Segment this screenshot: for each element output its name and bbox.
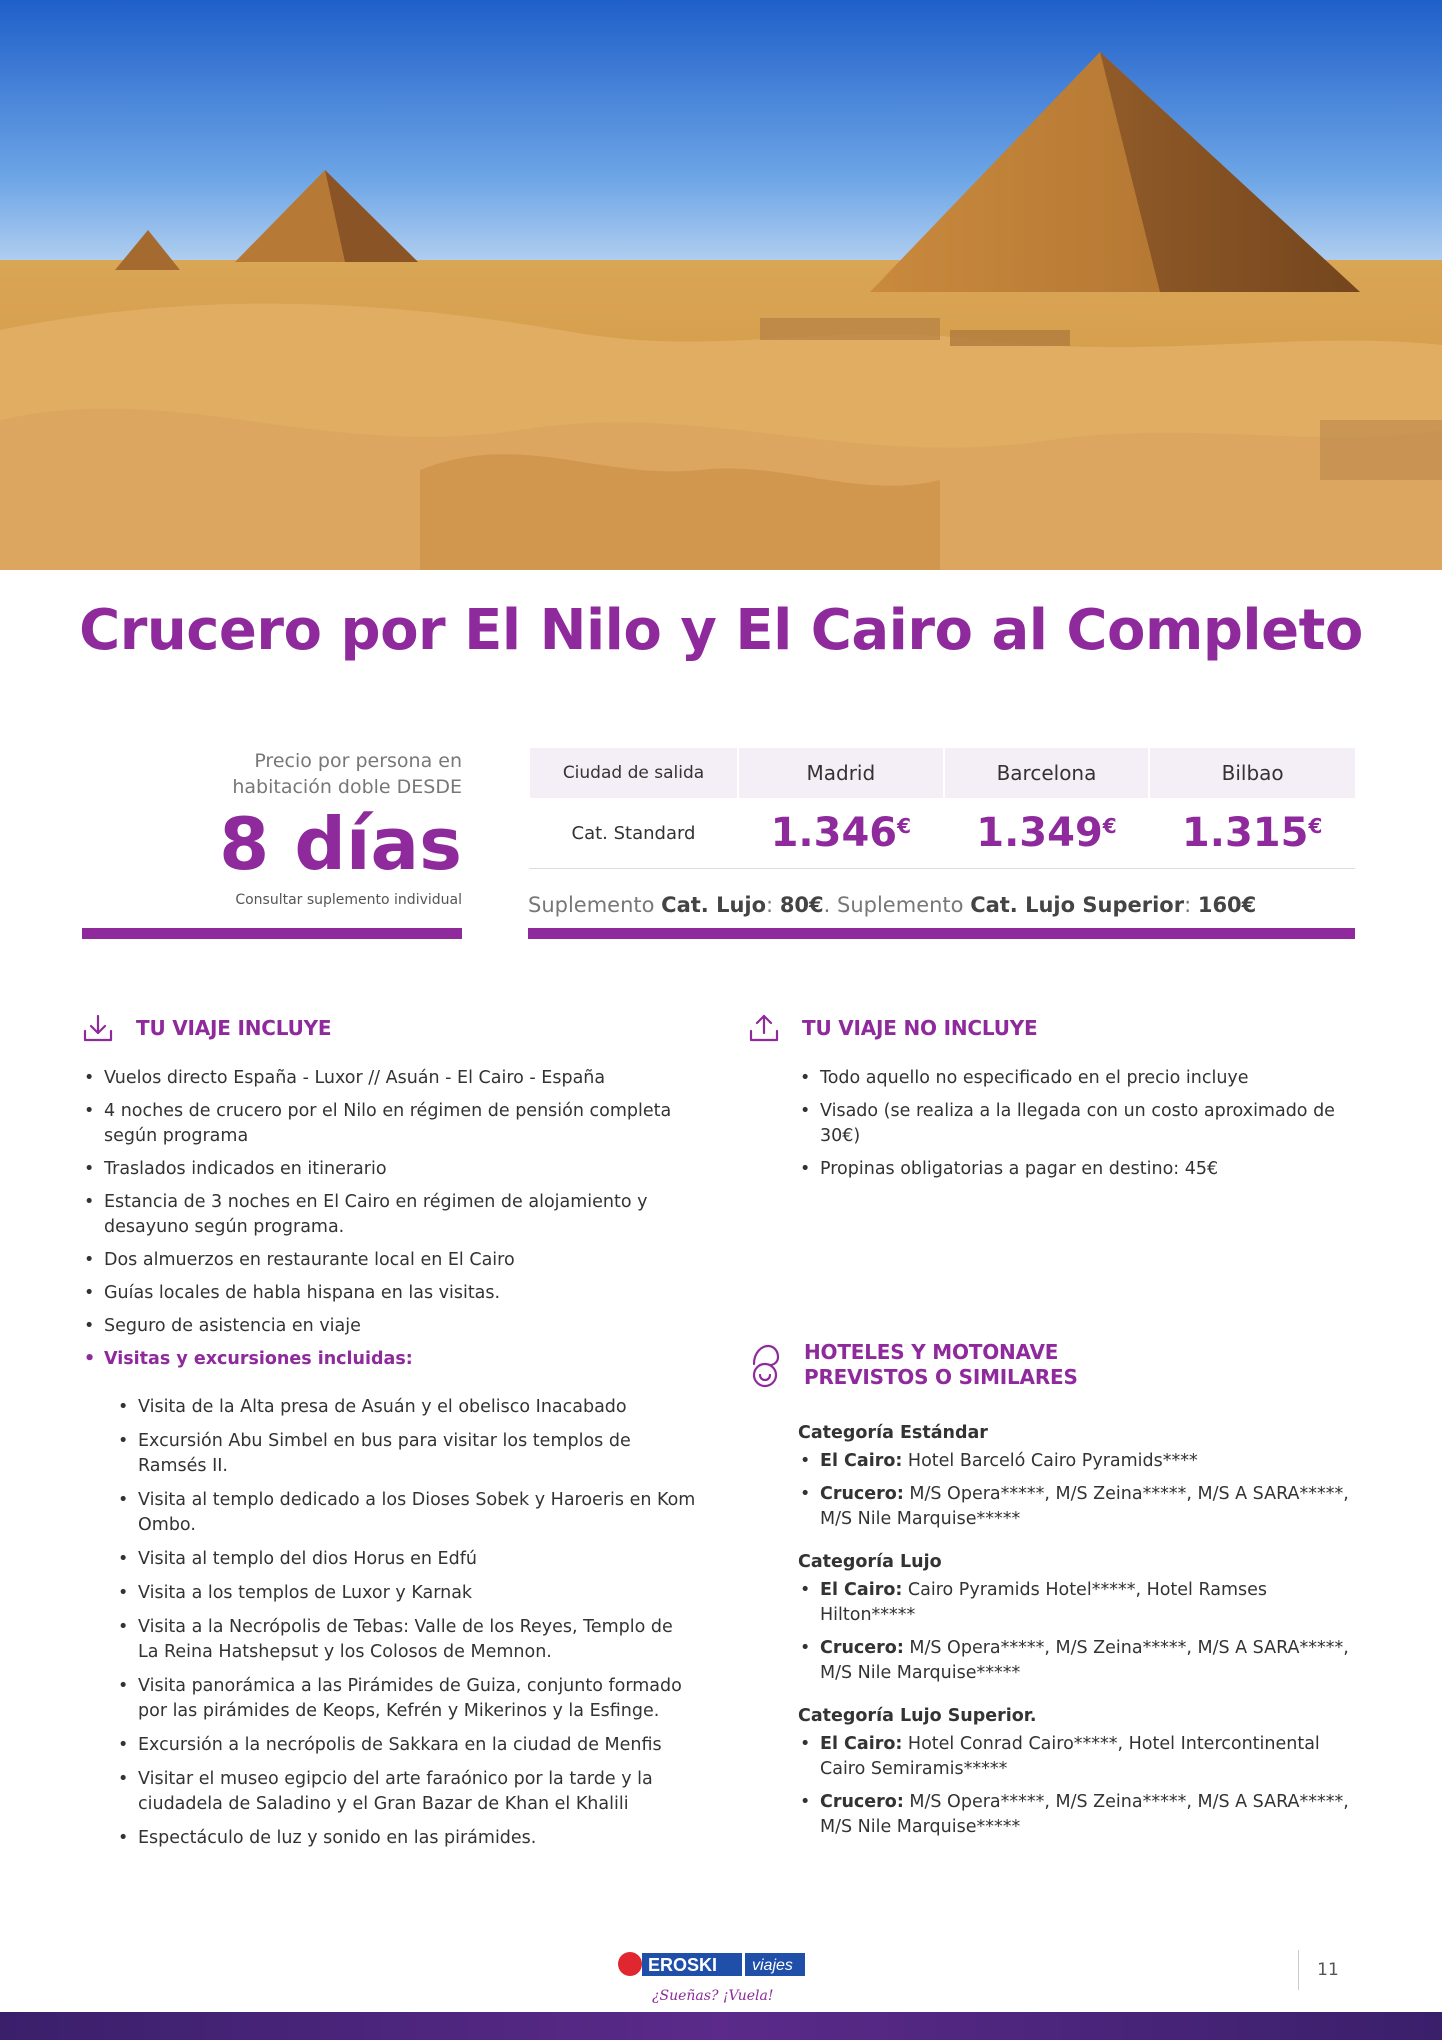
price-caption-line2: habitación doble DESDE [232,776,462,798]
list-item: • Visita a los templos de Luxor y Karnak [116,1581,696,1606]
list-item: • Crucero: M/S Opera*****, M/S Zeina*****, M/S A SARA*****, M/S Nile Marquise***** [798,1636,1358,1686]
svg-text:¿Sueñas? ¡Vuela!: ¿Sueñas? ¡Vuela! [652,1988,774,2004]
supplement-line: Suplemento Cat. Lujo: 80€. Suplemento Cat. Lujo Superior: 160€ [528,893,1257,917]
list-item: • Visitar el museo egipcio del arte faraónico por la tarde y la ciudadela de Saladino y el Gran Bazar de Khan el Khalili [116,1767,696,1817]
list-item: • Excursión Abu Simbel en bus para visitar los templos de Ramsés II. [116,1429,696,1479]
eroski-viajes-logo [612,1948,824,2008]
upload-icon [748,1012,780,1044]
footer-bar [0,2012,1442,2040]
list-item: • Todo aquello no especificado en el precio incluye [798,1066,1358,1091]
list-item: • Traslados indicados en itinerario [82,1157,692,1182]
includes-heading: TU VIAJE INCLUYE [82,1012,331,1044]
price-caption-line1: Precio por persona en [254,750,462,772]
list-item: • Estancia de 3 noches en El Cairo en régimen de alojamiento y desayuno según programa. [82,1190,692,1240]
price-table-header [529,748,1355,798]
header-departure-city: Ciudad de salida [529,748,738,798]
visits-heading: • Visitas y excursiones incluidas: [82,1347,692,1372]
list-item: • Visita panorámica a las Pirámides de Guiza, conjunto formado por las pirámides de Keops, Kefrén y Mikerinos y la Esfinge. [116,1674,696,1724]
hotel-category-lujo-superior: Categoría Lujo Superior. [798,1706,1037,1726]
list-item: • Dos almuerzos en restaurante local en El Cairo [82,1248,692,1273]
hotel-category-standard: Categoría Estándar [798,1423,988,1443]
list-item: • Propinas obligatorias a pagar en destino: 45€ [798,1157,1358,1182]
list-item: • Guías locales de habla hispana en las visitas. [82,1281,692,1306]
download-icon [82,1012,114,1044]
hotels-heading-line2: PREVISTOS O SIMILARES [804,1365,1078,1389]
accent-bar-left [82,928,462,939]
svg-text:viajes: viajes [752,1957,793,1974]
excludes-heading: TU VIAJE NO INCLUYE [748,1012,1038,1044]
svg-text:EROSKI: EROSKI [648,1955,718,1975]
list-item: • El Cairo: Cairo Pyramids Hotel*****, Hotel Ramses Hilton***** [798,1578,1358,1628]
header-barcelona: Barcelona [944,748,1150,798]
price-table-row [529,798,1355,869]
header-bilbao: Bilbao [1149,748,1355,798]
list-item: • Seguro de asistencia en viaje [82,1314,692,1339]
row-label-category: Cat. Standard [529,798,738,869]
list-item: • Visita a la Necrópolis de Tebas: Valle de los Reyes, Templo de La Reina Hatshepsut y los Colosos de Memnon. [116,1615,696,1665]
trip-duration: 8 días [219,802,462,886]
list-item: • Visita al templo dedicado a los Dioses Sobek y Haroeris en Kom Ombo. [116,1488,696,1538]
list-item: • 4 noches de crucero por el Nilo en régimen de pensión completa según programa [82,1099,692,1149]
page-number: 11 [1298,1950,1357,1990]
supplement-note: Consultar suplemento individual [235,892,462,908]
hotel-category-lujo: Categoría Lujo [798,1552,942,1572]
list-item: • Excursión a la necrópolis de Sakkara en la ciudad de Menfis [116,1733,696,1758]
hotels-heading-line1: HOTELES Y MOTONAVE [804,1340,1059,1364]
price-barcelona: 1.349€ [944,798,1150,869]
price-bilbao: 1.315€ [1149,798,1355,869]
page-title: Crucero por El Nilo y El Cairo al Completo [79,598,1363,663]
hotels-list [798,1423,1358,1860]
includes-list [82,1066,692,1380]
list-item: • El Cairo: Hotel Barceló Cairo Pyramids**** [798,1449,1358,1474]
accent-bar-right [528,928,1355,939]
price-table [528,748,1355,869]
hotel-icon [748,1342,782,1388]
list-item: • Espectáculo de luz y sonido en las pirámides. [116,1826,696,1851]
list-item: • Crucero: M/S Opera*****, M/S Zeina*****, M/S A SARA*****, M/S Nile Marquise***** [798,1482,1358,1532]
hotels-heading [748,1340,1078,1390]
list-item: • El Cairo: Hotel Conrad Cairo*****, Hotel Intercontinental Cairo Semiramis***** [798,1732,1358,1782]
hero-photo-pyramids [0,0,1442,570]
price-summary [82,748,462,908]
list-item: • Visita de la Alta presa de Asuán y el obelisco Inacabado [116,1395,696,1420]
excludes-list [798,1066,1358,1190]
price-madrid: 1.346€ [738,798,944,869]
list-item: • Crucero: M/S Opera*****, M/S Zeina*****, M/S A SARA*****, M/S Nile Marquise***** [798,1790,1358,1840]
list-item: • Visado (se realiza a la llegada con un costo aproximado de 30€) [798,1099,1358,1149]
header-madrid: Madrid [738,748,944,798]
list-item: • Vuelos directo España - Luxor // Asuán - El Cairo - España [82,1066,692,1091]
visits-list [116,1395,696,1860]
list-item: • Visita al templo del dios Horus en Edfú [116,1547,696,1572]
